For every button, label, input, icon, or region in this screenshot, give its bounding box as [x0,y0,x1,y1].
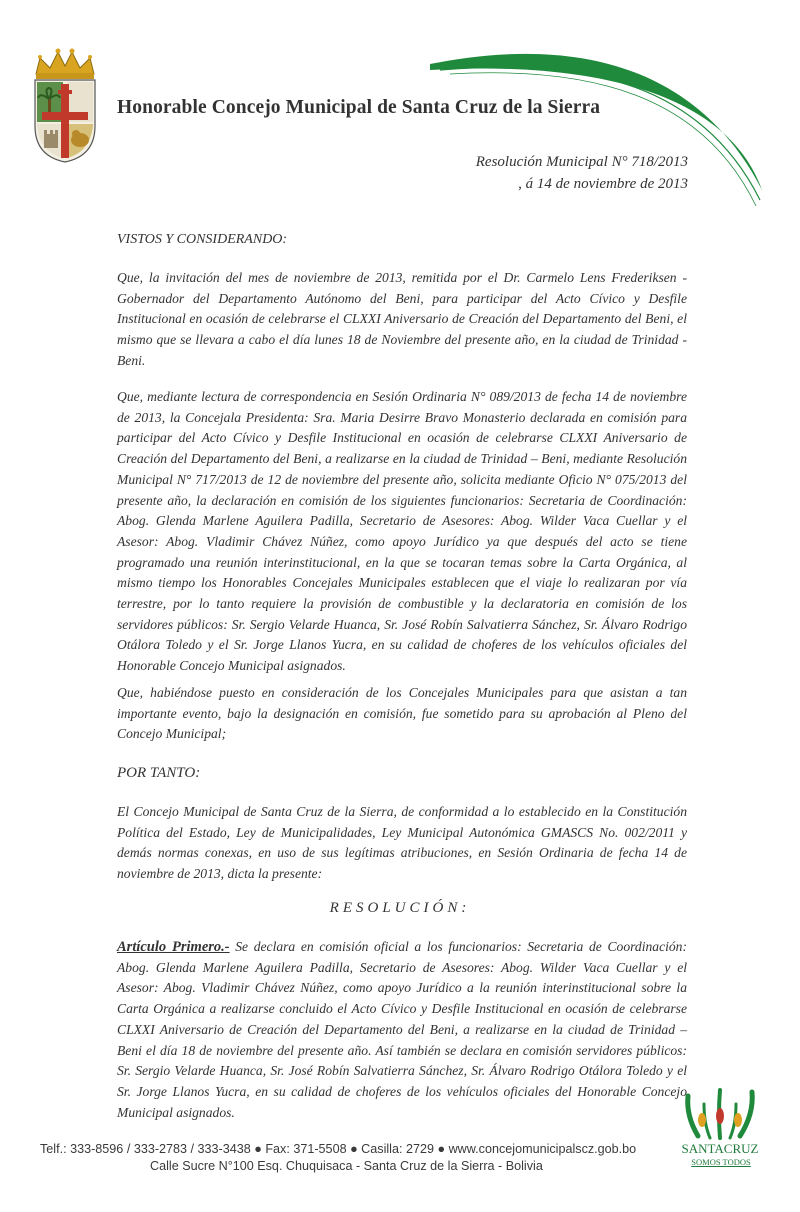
organization-title: Honorable Concejo Municipal de Santa Cruz de la Sierra [117,97,601,118]
resolution-number: Resolución Municipal N° 718/2013 [475,154,688,170]
paragraph-text: Que, habiéndose puesto en consideración de los Concejales Municipales para que asistan a tan importante evento, bajo la designación en comisión, fue sometido para su aprobación al Pleno del Concejo Municipal; [117,685,687,742]
footer-address: Calle Sucre N°100 Esq. Chuquisaca - Santa Cruz de la Sierra - Bolivia [150,1159,543,1173]
article-text: Se declara en comisión oficial a los funcionarios: Secretaria de Coordinación: Abog. Glenda Marlene Aguilera Padilla, Secretario de Asesores: Abog. Wilder Vaca Cuellar y el Asesor: Abog. Vladimir Chávez Núñez, como apoyo Jurídico a la reunión interinstitucional sobre la Carta Orgánica a realizarse concluido el Acto Cívico y Desfile Institucional en ocasión de celebrarse CLXXI Aniversario de Creación del Departamento del Beni, a realizarse en la ciudad de Trinidad – Beni el día 18 de noviembre del presente año. Así también se declara en comisión servidores públicos: Sr. Sergio Velarde Huanca, Sr. José Robín Salvatierra Sánchez, Sr. Álvaro Rodrigo Otálora Toledo y el Sr. Jorge Llanos Yucra, en su calidad de choferes de los vehículos oficiales del Honorable Concejo Municipal asignados. [117,939,687,1120]
resolution-date: , á 14 de noviembre de 2013 [518,176,688,192]
por-tanto-heading: POR TANTO: [117,765,201,781]
article-first [117,937,687,1123]
paragraph-correspondence [117,387,687,677]
paragraph-text: Que, mediante lectura de correspondencia en Sesión Ordinaria N° 089/2013 de fecha 14 de noviembre de 2013, la Concejala Presidenta: Sra. Maria Desirre Bravo Monasterio declarada en comisión para participar del Acto Cívico y Desfile Institucional en ocasión de celebrarse CLXXI Aniversario de Creación del Departamento del Beni, a realizarse en la ciudad de Trinidad – Beni, mediante Resolución Municipal N° 717/2013 de 12 de noviembre del presente año, solicita mediante Oficio N° 075/2013 del presente año, la declaración en comisión de los siguientes funcionarios: Secretaria de Coordinación: Abog. Glenda Marlene Aguilera Padilla, Secretario de Asesores: Abog. Wilder Vaca Cuellar y el Asesor: Abog. Vladimir Chávez Núñez, como apoyo Jurídico ya que después del acto se tiene programado una reunión interinstitucional, en la que se tocaran temas sobre la Carta Orgánica, al mismo tiempo los Honorables Concejales Municipales establecen que el viaje lo realizaran por vía terrestre, por lo tanto requiere la provisión de combustible y la declaratoria en comisión de los servidores públicos: Sr. Sergio Velarde Huanca, Sr. José Robín Salvatierra Sánchez, Sr. Álvaro Rodrigo Otálora Toledo y el Sr. Jorge Llanos Yucra, en su calidad de choferes de los vehículos oficiales del Honorable Concejo Municipal asignados. [117,389,687,674]
resolution-header [476,151,688,195]
article-label: Artículo Primero.- [117,939,230,955]
paragraph-text: Que, la invitación del mes de noviembre de 2013, remitida por el Dr. Carmelo Lens Frederiksen - Gobernador del Departamento Autónomo del Beni, para participar del Acto Cívico y Desfile Institucional en ocasión de celebrarse el CLXXI Aniversario de Creación del Departamento del Beni, el mismo que se llevara a cabo el día lunes 18 de Noviembre del presente año, en la ciudad de Trinidad - Beni. [117,270,687,368]
vistos-heading: VISTOS Y CONSIDERANDO: [117,232,288,247]
coat-of-arms-icon [30,44,100,164]
footer [40,1141,680,1175]
resolucion-heading: RESOLUCIÓN: [329,900,471,916]
paragraph-text: El Concejo Municipal de Santa Cruz de la Sierra, de conformidad a lo establecido en la Constitución Política del Estado, Ley de Municipalidades, Ley Municipal Autonómica GMASCS No. 002/2011 y demás normas conexas, en uso de sus legítimas atribuciones, en Sesión Ordinaria de fecha 14 de noviembre de 2013, dicta la presente: [117,804,687,882]
footer-contact: Telf.: 333-8596 / 333-2783 / 333-3438 ● Fax: 371-5508 ● Casilla: 2729 ● www.concejomunicipalscz.gob.bo [40,1142,637,1156]
paragraph-consideration [117,683,687,745]
paragraph-invitation [117,268,687,372]
article-paragraph [117,937,687,1123]
logo-tagline: SOMOS TODOS [691,1157,751,1167]
logo-name: SANTACRUZ [681,1141,759,1156]
paragraph-dictum [117,802,687,885]
